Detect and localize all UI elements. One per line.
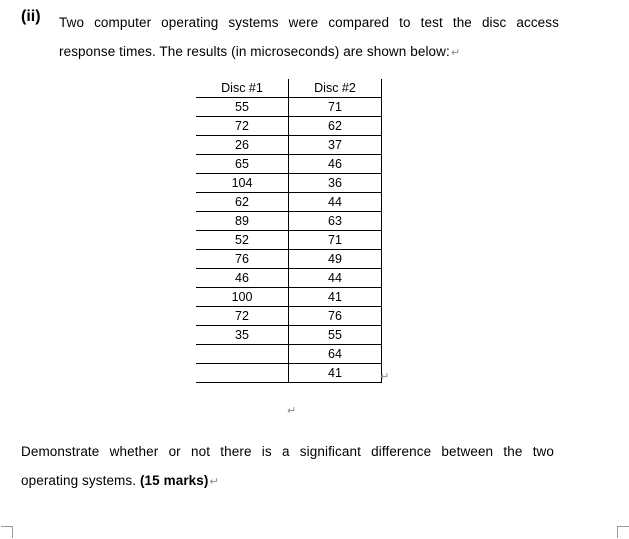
page-corner-left: [1, 526, 13, 538]
table-row: [196, 250, 382, 269]
cell-disc-1: 35: [196, 326, 289, 345]
cell-disc-1: 65: [196, 155, 289, 174]
cell-disc-2: 71: [289, 98, 382, 117]
cell-disc-1: [196, 364, 289, 383]
cell-disc-2: 37: [289, 136, 382, 155]
table-row: [196, 326, 382, 345]
table-row: [196, 174, 382, 193]
cell-disc-1: 72: [196, 307, 289, 326]
question-label: (ii): [21, 8, 41, 25]
demonstrate-line-1: Demonstrate whether or not there is a significant difference between the two: [21, 444, 554, 459]
paragraph-mark-icon: ↵: [450, 47, 461, 59]
cell-disc-1: 72: [196, 117, 289, 136]
cell-disc-1: [196, 345, 289, 364]
table-row: [196, 117, 382, 136]
table-row: [196, 193, 382, 212]
cell-disc-1: 100: [196, 288, 289, 307]
cell-disc-1: 55: [196, 98, 289, 117]
table-row: [196, 269, 382, 288]
cell-disc-2: 46: [289, 155, 382, 174]
header-disc-2: Disc #2: [289, 79, 382, 98]
question-line-1: Two computer operating systems were compared to test the disc access: [59, 15, 559, 30]
cell-disc-2: 71: [289, 231, 382, 250]
cell-disc-1: 46: [196, 269, 289, 288]
cell-disc-1: 89: [196, 212, 289, 231]
cell-disc-2: 76: [289, 307, 382, 326]
table-row: [196, 364, 382, 383]
table-row: [196, 307, 382, 326]
question-line-2: [59, 37, 460, 68]
cell-disc-2: 36: [289, 174, 382, 193]
marks-label: (15 marks): [139, 473, 209, 488]
empty-paragraph-mark-icon: ↵: [287, 405, 297, 417]
table-row: [196, 155, 382, 174]
cell-disc-2: 44: [289, 193, 382, 212]
results-table: [196, 79, 382, 383]
cell-disc-2: 64: [289, 345, 382, 364]
cell-disc-2: 41: [289, 288, 382, 307]
cell-disc-2: 49: [289, 250, 382, 269]
demonstrate-line-2: [21, 466, 219, 497]
cell-disc-1: 76: [196, 250, 289, 269]
question-line-2-text: response times. The results (in microseconds) are shown below:: [59, 44, 450, 59]
cell-disc-2: 55: [289, 326, 382, 345]
cell-disc-2: 41: [289, 364, 382, 383]
table-end-mark-icon: ↵: [380, 371, 390, 383]
table-row: [196, 136, 382, 155]
table-row: [196, 212, 382, 231]
table-row: [196, 345, 382, 364]
table-row: [196, 231, 382, 250]
page-corner-right: [617, 526, 629, 538]
demonstrate-line-2-text: operating systems.: [21, 473, 140, 488]
cell-disc-1: 26: [196, 136, 289, 155]
cell-disc-1: 62: [196, 193, 289, 212]
cell-disc-1: 52: [196, 231, 289, 250]
cell-disc-2: 62: [289, 117, 382, 136]
paragraph-mark-icon: ↵: [209, 476, 219, 488]
cell-disc-2: 63: [289, 212, 382, 231]
cell-disc-1: 104: [196, 174, 289, 193]
table-header-row: [196, 79, 382, 98]
table-row: [196, 288, 382, 307]
header-disc-1: Disc #1: [196, 79, 289, 98]
table-row: [196, 98, 382, 117]
cell-disc-2: 44: [289, 269, 382, 288]
